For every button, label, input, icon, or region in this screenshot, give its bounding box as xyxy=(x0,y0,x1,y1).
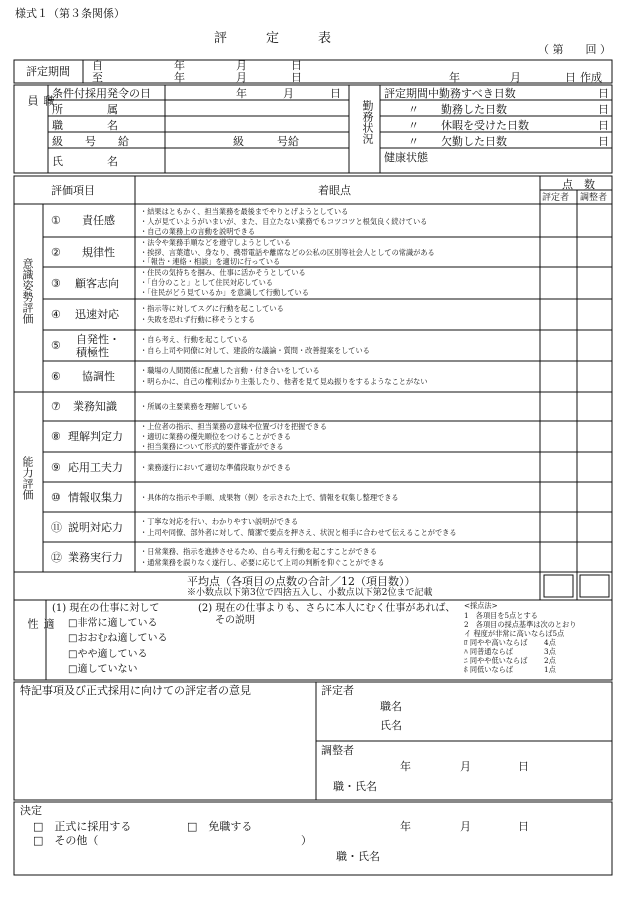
health-label: 健康状態 xyxy=(384,151,428,164)
item-4-line-2: ・失敗を恐れず行動に移そうとする xyxy=(140,315,256,324)
staff-row-1: 所 属 xyxy=(52,103,118,116)
item-12-line-1: ・日常業務、指示を進捗させるため、自ら考え行動を起こすことができる xyxy=(140,547,377,556)
group2-label: 能力評価 xyxy=(21,456,34,500)
rater-label: 評定者 xyxy=(321,684,354,697)
rater-post: 職名 xyxy=(380,700,402,713)
work-row-1: 〃 勤務した日数 xyxy=(408,103,507,116)
decision-opt-other[interactable]: □ その他（ xyxy=(33,834,99,847)
item-9-name: 応用工夫力 xyxy=(68,461,123,474)
item-11-name: 説明対応力 xyxy=(68,521,123,534)
decision-other-close: ） xyxy=(301,834,312,847)
item-6-no: ⑥ xyxy=(51,370,61,383)
header-item: 評価項目 xyxy=(51,184,95,197)
work-row-2: 〃 休暇を受けた日数 xyxy=(408,119,529,132)
staff-row-0: 条件付採用発令の日 xyxy=(52,87,151,100)
item-8-line-2: ・適切に業務の優先順位をつけることができる xyxy=(140,432,291,441)
period-to-year[interactable]: 年 xyxy=(174,71,185,84)
aptitude-opt-4[interactable]: □適していない xyxy=(68,664,138,675)
rule-title: <採点法> xyxy=(464,601,498,610)
rule-line-4: ﾛ 同やや高いならば 4点 xyxy=(464,638,556,647)
period-from-day[interactable]: 日 xyxy=(291,59,302,72)
adjuster-label: 調整者 xyxy=(321,744,354,757)
item-3-line-2: ・「自分のこと」として住民対応している xyxy=(140,278,273,287)
period-from-month[interactable]: 月 xyxy=(236,59,247,72)
item-2-name: 規律性 xyxy=(82,246,115,259)
rule-line-7: ﾎ 同低いならば 1点 xyxy=(464,665,556,674)
item-2-line-2: ・挨拶、言葉遣い、身なり、携帯電話や離席などの公私の区別等社会人としての常識がある xyxy=(140,248,435,257)
staff-vlabel: 職員 xyxy=(26,95,55,134)
adjuster-month[interactable]: 月 xyxy=(460,760,471,773)
rule-line-2: 2 各項目の採点基準は次のとおり xyxy=(464,620,577,629)
item-1-line-1: ・結果はともかく、担当業務を最後までやりとげようとしている xyxy=(140,207,349,216)
period-label: 評定期間 xyxy=(26,65,70,78)
item-3-name: 顧客志向 xyxy=(75,277,119,290)
item-5-name: 自発性・積極性 xyxy=(76,333,120,359)
work-unit-3: 日 xyxy=(598,135,609,148)
remarks-label: 特記事項及び正式採用に向けての評定者の意見 xyxy=(20,684,251,697)
period-to-month[interactable]: 月 xyxy=(236,71,247,84)
header-rater: 評定者 xyxy=(542,193,570,203)
aptitude-q2: (2) 現在の仕事よりも、さらに本人にむく仕事があれば、 xyxy=(198,603,456,614)
item-3-line-1: ・住民の気持ちを掴み、仕事に活かそうとしている xyxy=(140,268,306,277)
item-6-line-1: ・職場の人間関係に配慮した言動・付き合いをしている xyxy=(140,366,320,375)
adjuster-postname: 職・氏名 xyxy=(333,780,377,793)
created-day[interactable]: 日 xyxy=(565,71,576,84)
item-1-no: ① xyxy=(51,214,61,227)
hire-day[interactable]: 日 xyxy=(330,87,341,100)
item-1-line-3: ・自己の業務上の言動を説明できる xyxy=(140,227,256,236)
rule-line-5: ﾊ 同普通ならば 3点 xyxy=(464,647,556,656)
decision-opt-dismiss[interactable]: □ 免職する xyxy=(187,820,253,833)
header-points: 着眼点 xyxy=(318,184,351,197)
adjuster-year[interactable]: 年 xyxy=(400,760,411,773)
item-11-line-2: ・上司や同僚、部外者に対して、簡潔で要点を押さえ、状況と相手に合わせて伝えることができる xyxy=(140,528,457,537)
rater-name: 氏名 xyxy=(380,719,402,732)
rule-line-6: ﾆ 同やや低いならば 2点 xyxy=(464,656,556,665)
item-8-line-3: ・担当業務について形式的要件審査ができる xyxy=(140,442,284,451)
item-5-line-1: ・自ら考え、行動を起こしている xyxy=(140,335,249,344)
aptitude-q1: (1) 現在の仕事に対して xyxy=(52,603,160,614)
item-2-line-3: ・「報告・連絡・相談」を適切に行っている xyxy=(140,257,281,266)
item-5-no: ⑤ xyxy=(51,339,61,352)
decision-postname: 職・氏名 xyxy=(336,850,380,863)
average-line2: ※小数点以下第3位で四捨五入し、小数点以下第2位まで記載 xyxy=(187,588,433,598)
item-12-line-2: ・通常業務を誤りなく遂行し、必要に応じて上司の判断を仰ぐことができる xyxy=(140,558,385,567)
item-8-line-1: ・上位者の指示、担当業務の意味や位置づけを把握できる xyxy=(140,422,327,431)
item-8-name: 理解判定力 xyxy=(68,430,123,443)
work-unit-0: 日 xyxy=(598,87,609,100)
staff-row-3: 級 号 給 xyxy=(52,135,129,148)
item-10-no: ⑩ xyxy=(51,491,61,504)
average-adjuster-score[interactable] xyxy=(580,575,609,597)
item-7-line-1: ・所属の主要業務を理解している xyxy=(140,402,248,411)
work-row-0: 評定期間中勤務すべき日数 xyxy=(384,87,516,100)
aptitude-vlabel: 適性 xyxy=(26,618,55,653)
item-4-line-1: ・指示等に対してスグに行動を起こしている xyxy=(140,304,284,313)
aptitude-opt-1[interactable]: □非常に適している xyxy=(68,618,158,629)
item-1-line-2: ・人が見ていようがいまいが、また、目立たない業務でもコツコツと根気良く続けている xyxy=(140,217,428,226)
period-from-year[interactable]: 年 xyxy=(174,59,185,72)
item-12-no: ⑫ xyxy=(51,551,62,564)
aptitude-opt-2[interactable]: □おおむね適している xyxy=(68,633,168,644)
average-line1: 平均点（各項目の点数の合計／12（項目数）） xyxy=(187,575,416,588)
average-rater-score[interactable] xyxy=(544,575,573,597)
period-to: 至 xyxy=(92,71,103,84)
header-score: 点 数 xyxy=(562,178,595,191)
period-from: 自 xyxy=(92,59,103,72)
item-11-no: ⑪ xyxy=(51,521,62,534)
item-6-name: 協調性 xyxy=(82,370,115,383)
work-unit-1: 日 xyxy=(598,103,609,116)
staff-row-2: 職 名 xyxy=(52,119,118,132)
hire-year[interactable]: 年 xyxy=(236,87,247,100)
item-11-line-1: ・丁寧な対応を行い、わかりやすい説明ができる xyxy=(140,517,299,526)
aptitude-opt-3[interactable]: □やや適している xyxy=(68,649,148,660)
item-3-line-3: ・「住民がどう見ているか」を意識して行動している xyxy=(140,288,309,297)
created-label: 作成 xyxy=(580,71,602,84)
grade-value[interactable]: 級 号給 xyxy=(233,135,299,148)
item-2-line-1: ・法令や業務手順などを遵守しようとしている xyxy=(140,238,291,247)
period-to-day[interactable]: 日 xyxy=(291,71,302,84)
decision-opt-hire[interactable]: □ 正式に採用する xyxy=(33,820,132,833)
decision-label: 決定 xyxy=(20,804,42,817)
item-7-name: 業務知識 xyxy=(73,400,117,413)
item-1-name: 責任感 xyxy=(82,214,115,227)
item-8-no: ⑧ xyxy=(51,430,61,443)
form-id: 様式１（第３条関係） xyxy=(15,7,125,20)
work-vlabel: 勤務状況 xyxy=(361,100,374,144)
item-3-no: ③ xyxy=(51,277,61,290)
decision-year[interactable]: 年 xyxy=(400,820,411,833)
decision-day[interactable]: 日 xyxy=(518,820,529,833)
item-9-no: ⑨ xyxy=(51,461,61,474)
item-10-line-1: ・具体的な指示や手順、成果物（例）を示された上で、情報を収集し整理できる xyxy=(140,493,399,502)
created-month[interactable]: 月 xyxy=(510,71,521,84)
item-9-line-1: ・業務遂行において適切な準備段取りができる xyxy=(140,463,291,472)
staff-row-4: 氏 名 xyxy=(52,155,118,168)
header-adjuster: 調整者 xyxy=(580,193,608,203)
decision-month[interactable]: 月 xyxy=(460,820,471,833)
item-12-name: 業務実行力 xyxy=(68,551,123,564)
item-4-name: 迅速対応 xyxy=(75,308,119,321)
page-title: 評 定 表 xyxy=(214,31,332,46)
remarks-field[interactable] xyxy=(16,700,314,798)
item-4-no: ④ xyxy=(51,308,61,321)
rule-line-1: 1 各項目を5点とする xyxy=(464,611,538,620)
item-6-line-2: ・明らかに、自己の権利ばかり主張したり、他者を見て見ぬ振りをするようなことがない xyxy=(140,377,428,386)
created-year[interactable]: 年 xyxy=(449,71,460,84)
item-5-line-2: ・自ら上司や同僚に対して、建設的な議論・質問・改善提案をしている xyxy=(140,346,370,355)
item-2-no: ② xyxy=(51,246,61,259)
adjuster-day[interactable]: 日 xyxy=(518,760,529,773)
item-10-name: 情報収集力 xyxy=(68,491,123,504)
work-unit-2: 日 xyxy=(598,119,609,132)
work-row-3: 〃 欠勤した日数 xyxy=(408,135,507,148)
group1-label: 意識姿勢評価 xyxy=(21,258,34,324)
hire-month[interactable]: 月 xyxy=(283,87,294,100)
item-7-no: ⑦ xyxy=(51,400,61,413)
rule-line-3: イ 程度が非常に高いならば5点 xyxy=(464,629,565,638)
aptitude-q2b: その説明 xyxy=(215,615,255,626)
round-label: （ 第 回 ） xyxy=(538,43,611,56)
